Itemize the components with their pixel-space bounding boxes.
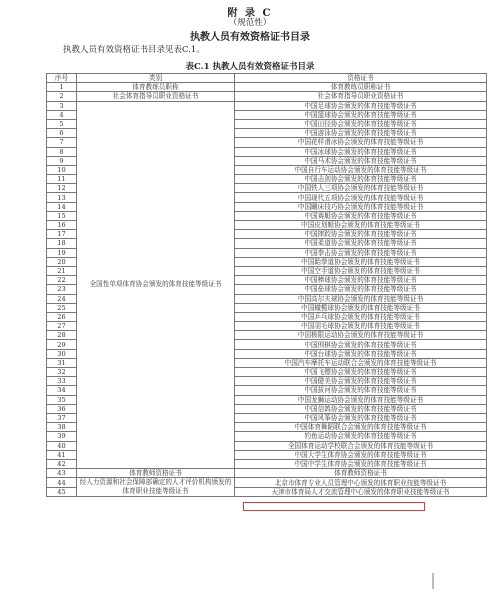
- certificate-cell: 中国柔道协会颁发的体育技能等级证书: [235, 239, 487, 248]
- row-number: 10: [47, 165, 77, 174]
- table-body: [47, 83, 487, 497]
- certificate-cell: 中国赛艇协会颁发的体育技能等级证书: [235, 211, 487, 220]
- row-number: 29: [47, 340, 77, 349]
- certificate-cell: 中国拳击协会颁发的体育技能等级证书: [235, 248, 487, 257]
- row-number: 17: [47, 230, 77, 239]
- header-no: 序号: [47, 74, 77, 83]
- certificate-cell: 中国高尔夫球协会颁发的体育技能等级证书: [235, 294, 487, 303]
- certificate-table: [46, 73, 487, 497]
- row-number: 41: [47, 450, 77, 459]
- certificate-cell: 全国体育运动学校联合会颁发的体育技能等级证书: [235, 441, 487, 450]
- certificate-cell: 中国极限运动协会颁发的体育技能等级证书: [235, 331, 487, 340]
- certificate-cell: 中国龙狮运动协会颁发的体育技能等级证书: [235, 395, 487, 404]
- row-number: 1: [47, 83, 77, 92]
- appendix-nature: （规范性）: [228, 18, 272, 28]
- certificate-cell: 中国围棋协会颁发的体育技能等级证书: [235, 340, 487, 349]
- row-number: 19: [47, 248, 77, 257]
- row-number: 11: [47, 175, 77, 184]
- certificate-cell: 中国飞镖协会颁发的体育技能等级证书: [235, 368, 487, 377]
- row-number: 25: [47, 303, 77, 312]
- certificate-cell: 中国信鸽协会颁发的体育技能等级证书: [235, 404, 487, 413]
- category-cell: 社会体育指导员职业资格证书: [77, 92, 235, 101]
- certificate-cell: 中国羽毛球协会颁发的体育技能等级证书: [235, 322, 487, 331]
- certificate-cell: 中国铁人三项协会颁发的体育技能等级证书: [235, 184, 487, 193]
- intro-text: 执教人员有效资格证书目录见表C.1。: [63, 45, 205, 55]
- row-number: 31: [47, 358, 77, 367]
- row-number: 36: [47, 404, 77, 413]
- row-number: 9: [47, 156, 77, 165]
- row-number: 24: [47, 294, 77, 303]
- certificate-cell: 中国风筝协会颁发的体育技能等级证书: [235, 413, 487, 422]
- row-number: 5: [47, 119, 77, 128]
- highlight-box: [243, 502, 425, 511]
- certificate-cell: 北京市体育专业人员管理中心颁发的体育职业技能等级证书: [235, 478, 487, 488]
- certificate-cell: 中国体育舞蹈联合会颁发的体育技能等级证书: [235, 423, 487, 432]
- certificate-cell: 中国皮划艇协会颁发的体育技能等级证书: [235, 221, 487, 230]
- certificate-cell: 中国拔河协会颁发的体育技能等级证书: [235, 386, 487, 395]
- row-number: 45: [47, 487, 77, 497]
- row-number: 44: [47, 478, 77, 488]
- table-row: [47, 469, 487, 478]
- row-number: 3: [47, 101, 77, 110]
- certificate-cell: 中国马术协会颁发的体育技能等级证书: [235, 156, 487, 165]
- certificate-cell: 中国现代五项协会颁发的体育技能等级证书: [235, 193, 487, 202]
- table-caption: 表C.1 执教人员有效资格证书目录: [185, 62, 315, 72]
- row-number: 27: [47, 322, 77, 331]
- category-cell: 体育教师资格证书: [77, 469, 235, 478]
- row-number: 40: [47, 441, 77, 450]
- certificate-cell: 中国汽车摩托车运动联合会颁发的体育技能等级证书: [235, 358, 487, 367]
- certificate-cell: 中国蹦床技巧协会颁发的体育技能等级证书: [235, 202, 487, 211]
- category-cell: 体育教练员职称: [77, 83, 235, 92]
- table-row: [47, 101, 487, 110]
- certificate-cell: 体育教练员职称证书: [235, 83, 487, 92]
- certificate-cell: 中国自行车运动协会颁发的体育技能等级证书: [235, 165, 487, 174]
- certificate-cell: 中国足球协会颁发的体育技能等级证书: [235, 101, 487, 110]
- row-number: 6: [47, 129, 77, 138]
- certificate-cell: 中国乒乓球协会颁发的体育技能等级证书: [235, 312, 487, 321]
- table-row: [47, 478, 487, 488]
- row-number: 20: [47, 257, 77, 266]
- certificate-cell: 中国游泳协会颁发的体育技能等级证书: [235, 129, 487, 138]
- certificate-cell: 中国棒球协会颁发的体育技能等级证书: [235, 276, 487, 285]
- row-number: 4: [47, 110, 77, 119]
- certificate-cell: 中国垒球协会颁发的体育技能等级证书: [235, 285, 487, 294]
- row-number: 21: [47, 266, 77, 275]
- certificate-cell: 中国田径协会颁发的体育技能等级证书: [235, 119, 487, 128]
- certificate-cell: 中国空手道协会颁发的体育技能等级证书: [235, 266, 487, 275]
- row-number: 33: [47, 377, 77, 386]
- row-number: 32: [47, 368, 77, 377]
- row-number: 13: [47, 193, 77, 202]
- row-number: 42: [47, 459, 77, 468]
- row-number: 12: [47, 184, 77, 193]
- certificate-cell: 社会体育指导员职业资格证书: [235, 92, 487, 101]
- header-certificate: 资格证书: [235, 74, 487, 83]
- table-header-row: [47, 74, 487, 83]
- row-number: 8: [47, 147, 77, 156]
- certificate-cell: 中国击剑协会颁发的体育技能等级证书: [235, 175, 487, 184]
- row-number: 26: [47, 312, 77, 321]
- certificate-cell: 中国篮球协会颁发的体育技能等级证书: [235, 110, 487, 119]
- certificate-cell: 中国中学生体育协会颁发的体育技能等级证书: [235, 459, 487, 468]
- certificate-cell: 中国跆拳道协会颁发的体育技能等级证书: [235, 257, 487, 266]
- row-number: 14: [47, 202, 77, 211]
- row-number: 39: [47, 432, 77, 441]
- certificate-cell: 中国橄榄球协会颁发的体育技能等级证书: [235, 303, 487, 312]
- row-number: 22: [47, 276, 77, 285]
- row-number: 38: [47, 423, 77, 432]
- row-number: 43: [47, 469, 77, 478]
- appendix-heading: 执教人员有效资格证书目录: [190, 32, 310, 43]
- row-number: 34: [47, 386, 77, 395]
- category-cell: 经人力资源和社会保障部确定的人才评价机构颁发的体育职业技能等级证书: [77, 478, 235, 497]
- row-number: 37: [47, 413, 77, 422]
- row-number: 18: [47, 239, 77, 248]
- page-marker: [432, 573, 434, 589]
- category-cell: 全国性单项体育协会颁发的体育技能等级证书: [77, 101, 235, 469]
- certificate-cell: 中国摔跤协会颁发的体育技能等级证书: [235, 230, 487, 239]
- certificate-cell: 钓鱼运动协会颁发的体育技能等级证书: [235, 432, 487, 441]
- certificate-cell: 中国花样滑冰协会颁发的体育技能等级证书: [235, 138, 487, 147]
- row-number: 28: [47, 331, 77, 340]
- row-number: 15: [47, 211, 77, 220]
- certificate-cell: 天津市体育局人才交流管理中心颁发的体育职业技能等级证书: [235, 487, 487, 497]
- row-number: 2: [47, 92, 77, 101]
- header-category: 类别: [77, 74, 235, 83]
- certificate-cell: 中国大学生体育协会颁发的体育技能等级证书: [235, 450, 487, 459]
- certificate-cell: 中国台球协会颁发的体育技能等级证书: [235, 349, 487, 358]
- row-number: 16: [47, 221, 77, 230]
- table-row: [47, 92, 487, 101]
- certificate-cell: 中国冰球协会颁发的体育技能等级证书: [235, 147, 487, 156]
- certificate-cell: 体育教师资格证书: [235, 469, 487, 478]
- row-number: 7: [47, 138, 77, 147]
- appendix-title: 附 录 C: [227, 8, 273, 19]
- row-number: 30: [47, 349, 77, 358]
- row-number: 23: [47, 285, 77, 294]
- table-row: [47, 83, 487, 92]
- row-number: 35: [47, 395, 77, 404]
- certificate-cell: 中国健美协会颁发的体育技能等级证书: [235, 377, 487, 386]
